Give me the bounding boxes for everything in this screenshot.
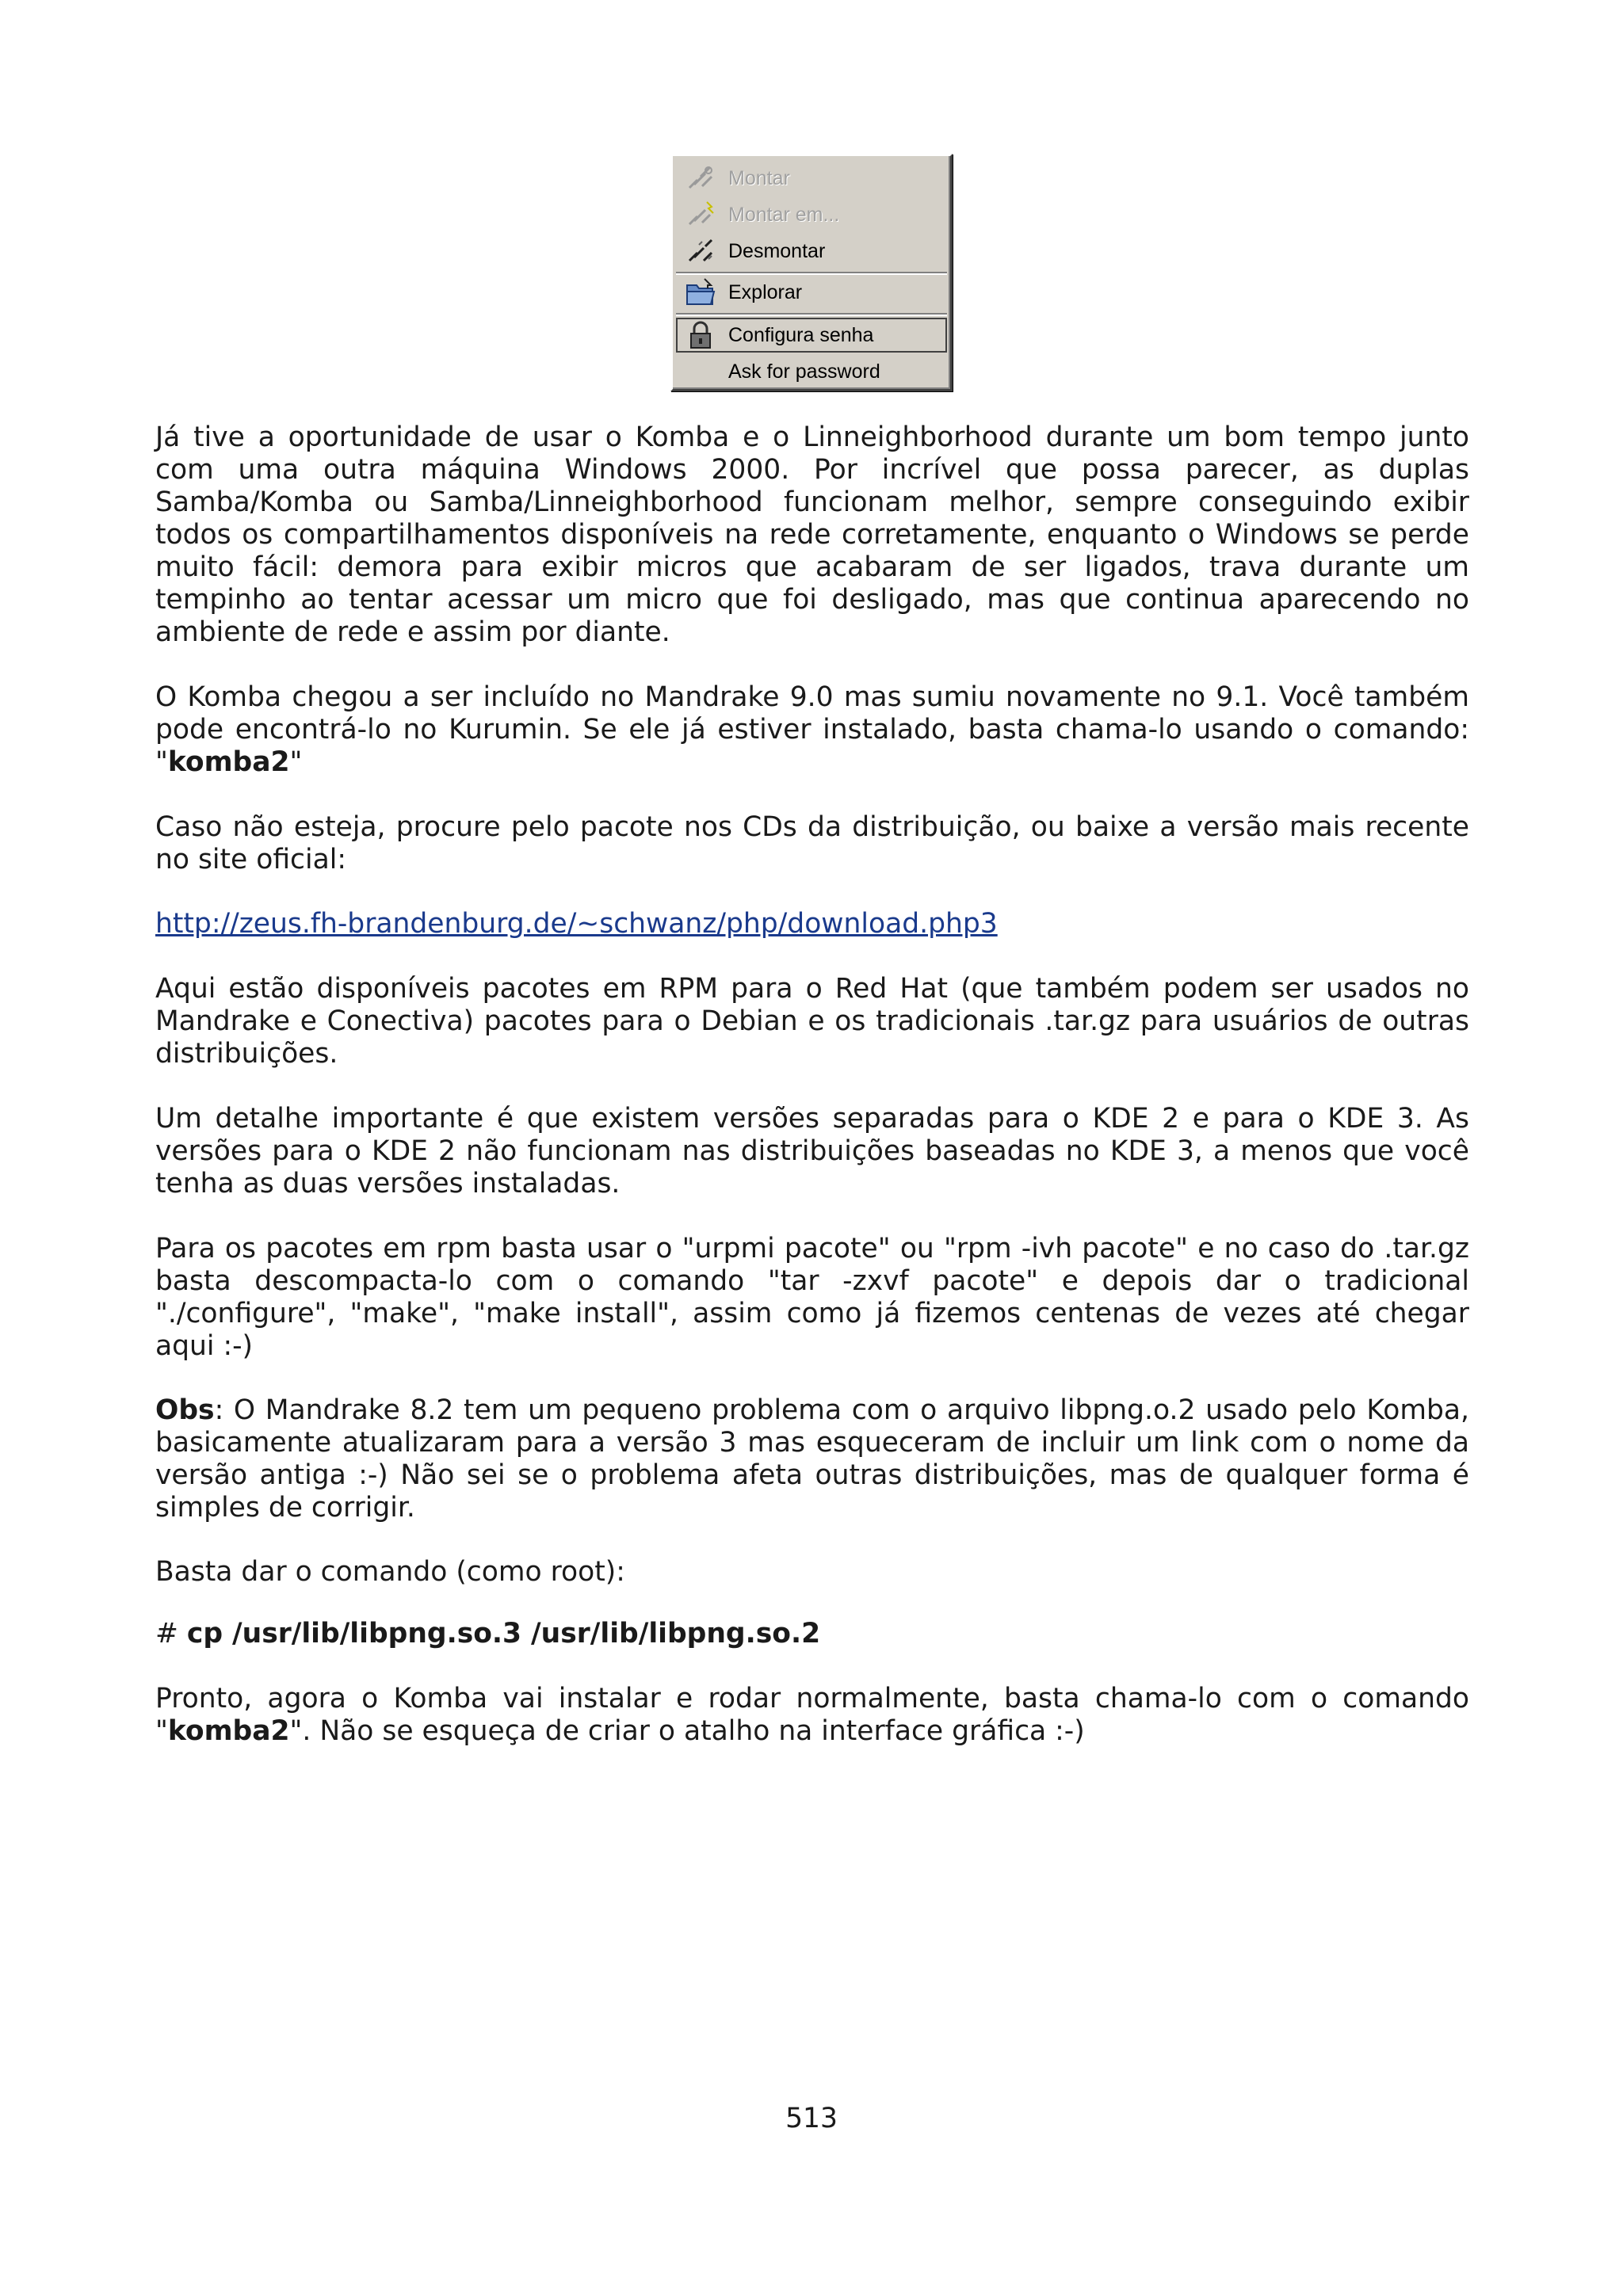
command-text: cp /usr/lib/libpng.so.3 /usr/lib/libpng.so.2 bbox=[186, 1618, 821, 1650]
paragraph-6 bbox=[155, 1233, 1469, 1363]
mount-at-icon bbox=[673, 200, 728, 229]
text-line: pode encontrá-lo no Kurumin. Se ele já estiver instalado, basta chama-lo usando o comando: bbox=[155, 714, 1469, 746]
text-line: Basta dar o comando (como root): bbox=[155, 1556, 625, 1588]
text-line: tempinho ao tentar acessar um micro que foi desligado, mas que continua aparecendo no bbox=[155, 584, 1469, 616]
menu-separator bbox=[676, 313, 947, 316]
paragraph-1 bbox=[155, 421, 1469, 649]
text-line: Aqui estão disponíveis pacotes em RPM para o Red Hat (que também podem ser usados no bbox=[155, 973, 1469, 1005]
context-menu bbox=[670, 154, 953, 391]
menu-item-explorar[interactable]: Explorar bbox=[673, 275, 950, 310]
paragraph-9 bbox=[155, 1683, 1469, 1748]
text-line: O Komba chegou a ser incluído no Mandrake 9.0 mas sumiu novamente no 9.1. Você também bbox=[155, 681, 1469, 713]
text-line: aqui :-) bbox=[155, 1330, 253, 1362]
text-line: Já tive a oportunidade de usar o Komba e o Linneighborhood durante um bom tempo junto bbox=[155, 421, 1469, 453]
explore-folder-icon bbox=[673, 277, 728, 307]
text-line: Mandrake e Conectiva) pacotes para o Debian e os tradicionais .tar.gz para usuários de outras bbox=[155, 1005, 1469, 1037]
text-line: Para os pacotes em rpm basta usar o "urpmi pacote" ou "rpm -ivh pacote" e no caso do .tar.gz bbox=[155, 1233, 1469, 1264]
text-line: Pronto, agora o Komba vai instalar e rodar normalmente, basta chama-lo com o comando bbox=[155, 1683, 1469, 1714]
menu-item-montar[interactable]: Montar bbox=[673, 161, 950, 196]
menu-item-ask-for-password[interactable]: Ask for password bbox=[728, 360, 880, 383]
text-line: ambiente de rede e assim por diante. bbox=[155, 616, 670, 648]
mount-icon bbox=[673, 164, 728, 193]
text-line: com uma outra máquina Windows 2000. Por incrível que possa parecer, as duplas bbox=[155, 454, 1469, 486]
text-line: "./configure", "make", "make install", assim como já fizemos centenas de vezes até chegar bbox=[155, 1298, 1469, 1329]
text-line: Obs: O Mandrake 8.2 tem um pequeno problema com o arquivo libpng.o.2 usado pelo Komba, bbox=[155, 1394, 1469, 1426]
command-line bbox=[155, 1618, 820, 1650]
text-line: "komba2". Não se esqueça de criar o atalho na interface gráfica :-) bbox=[155, 1715, 1085, 1747]
text-line: basicamente atualizaram para a versão 3 mas esqueceram de incluir um link com o nome da bbox=[155, 1427, 1469, 1459]
obs-label: Obs bbox=[155, 1394, 215, 1426]
lock-icon bbox=[673, 321, 728, 349]
text-line: tenha as duas versões instaladas. bbox=[155, 1168, 621, 1199]
menu-item-montar-em[interactable]: Montar em... bbox=[673, 197, 950, 232]
paragraph-4 bbox=[155, 973, 1469, 1070]
text-line: distribuições. bbox=[155, 1038, 338, 1070]
paragraph-8 bbox=[155, 1556, 1469, 1589]
text-line: versão antiga :-) Não sei se o problema afeta outras distribuições, mas de qualquer forma é bbox=[155, 1459, 1469, 1491]
download-link[interactable]: http://zeus.fh-brandenburg.de/~schwanz/php/download.php3 bbox=[155, 908, 998, 940]
text-line: Samba/Komba ou Samba/Linneighborhood funcionam melhor, sempre conseguindo exibir bbox=[155, 486, 1469, 518]
text-line: muito fácil: demora para exibir micros que acabaram de ser ligados, trava durante um bbox=[155, 551, 1469, 583]
text-line: Um detalhe importante é que existem versões separadas para o KDE 2 e para o KDE 3. As bbox=[155, 1103, 1469, 1135]
paragraph-3 bbox=[155, 811, 1469, 876]
paragraph-5 bbox=[155, 1103, 1469, 1200]
text-line: versões para o KDE 2 não funcionam nas distribuições baseadas no KDE 3, a menos que você bbox=[155, 1135, 1469, 1167]
paragraph-2 bbox=[155, 681, 1469, 779]
text-line: Caso não esteja, procure pelo pacote nos CDs da distribuição, ou baixe a versão mais recente bbox=[155, 811, 1469, 843]
text-line: no site oficial: bbox=[155, 844, 346, 875]
menu-item-configura-senha[interactable]: Configura senha bbox=[673, 318, 950, 353]
unmount-icon bbox=[673, 237, 728, 265]
prompt: # bbox=[155, 1618, 187, 1650]
menu-item-desmontar[interactable]: Desmontar bbox=[673, 234, 950, 269]
text-line: todos os compartilhamentos disponíveis na rede corretamente, enquanto o Windows se perde bbox=[155, 519, 1469, 551]
paragraph-7 bbox=[155, 1394, 1469, 1524]
page-number: 513 bbox=[785, 2103, 838, 2134]
text-line: simples de corrigir. bbox=[155, 1492, 415, 1524]
command-komba2: komba2 bbox=[167, 1715, 290, 1747]
text-line: basta descompacta-lo com o comando "tar -zxvf pacote" e depois dar o tradicional bbox=[155, 1265, 1469, 1297]
text-line: "komba2" bbox=[155, 746, 303, 778]
command-komba2: komba2 bbox=[167, 746, 290, 778]
